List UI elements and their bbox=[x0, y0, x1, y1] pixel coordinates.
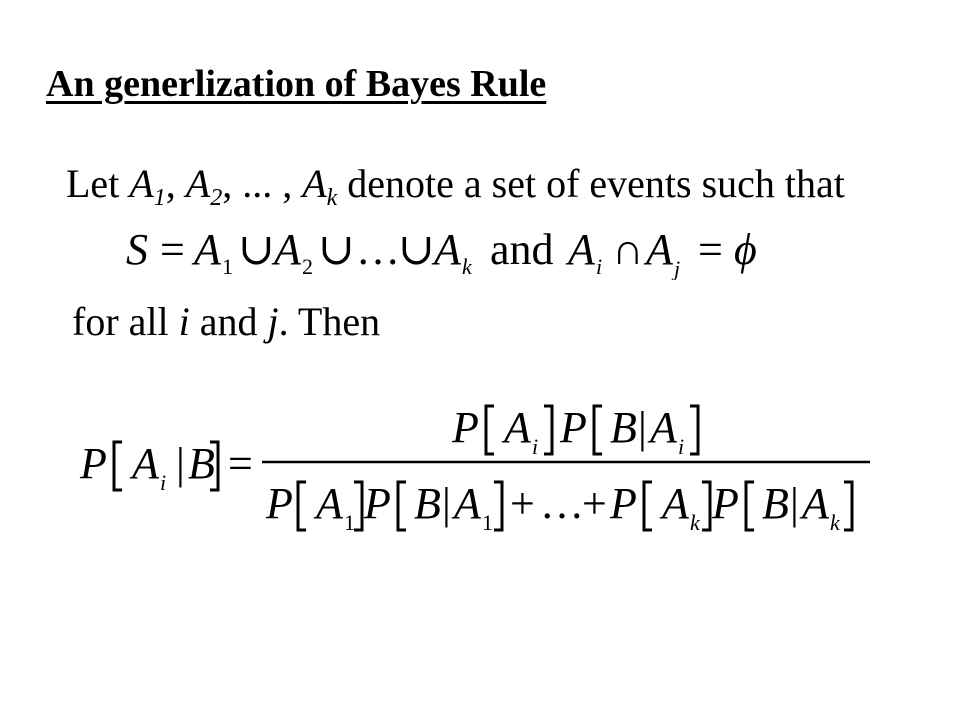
svg-text:B: B bbox=[610, 403, 637, 452]
den-bracket-3-right bbox=[702, 482, 710, 530]
eq-a1: A bbox=[194, 225, 221, 274]
num-bracket-1-left bbox=[486, 406, 494, 454]
eq-equals: = bbox=[160, 225, 185, 274]
svg-text:|: | bbox=[790, 479, 799, 528]
comma: , bbox=[165, 161, 176, 206]
svg-text:1: 1 bbox=[222, 254, 233, 279]
bayes-formula bbox=[70, 390, 890, 550]
svg-text:k: k bbox=[690, 510, 700, 535]
den-bracket-2-right bbox=[494, 482, 502, 530]
lhs-p: P bbox=[80, 439, 107, 488]
lhs-a: A bbox=[132, 439, 159, 488]
event-a1: $A_1$ bbox=[129, 161, 166, 211]
svg-text:A: A bbox=[316, 479, 343, 528]
eq-ak: A bbox=[434, 225, 461, 274]
forall-text: for all bbox=[72, 299, 169, 344]
svg-text:A: A bbox=[454, 479, 481, 528]
den-bracket-3-left bbox=[644, 482, 652, 530]
index-j: j bbox=[267, 299, 279, 344]
svg-text:k: k bbox=[830, 510, 840, 535]
svg-text:A: A bbox=[662, 479, 689, 528]
svg-text:i: i bbox=[532, 434, 539, 459]
intro-rest: denote a set of events such that bbox=[347, 161, 845, 206]
den-plus-2: + bbox=[582, 479, 607, 528]
den-bracket-4-right bbox=[844, 482, 852, 530]
svg-text:i: i bbox=[160, 470, 167, 495]
svg-text:P: P bbox=[266, 479, 293, 528]
lhs-equals: = bbox=[228, 439, 253, 488]
svg-text:P: P bbox=[712, 479, 739, 528]
forall-line bbox=[72, 298, 380, 345]
eq-union-3: ∪ bbox=[398, 225, 435, 274]
eq-equals-2: = bbox=[698, 225, 723, 274]
intro-line bbox=[66, 160, 845, 211]
eq-dots: … bbox=[356, 225, 400, 274]
eq-union-1: ∪ bbox=[238, 225, 275, 274]
eq-and: and bbox=[490, 225, 554, 274]
svg-text:i: i bbox=[678, 434, 685, 459]
then-text: . Then bbox=[278, 299, 381, 344]
den-bracket-4-left bbox=[746, 482, 754, 530]
num-bracket-1-right bbox=[544, 406, 552, 454]
eq-s: S bbox=[126, 225, 148, 274]
svg-text:P: P bbox=[610, 479, 637, 528]
lhs-left-bracket bbox=[114, 442, 122, 490]
let-word: Let bbox=[66, 161, 120, 206]
eq-aj: A bbox=[646, 225, 673, 274]
svg-text:A: A bbox=[650, 403, 677, 452]
event-a2: $A_2$ bbox=[185, 161, 223, 211]
svg-text:k: k bbox=[462, 254, 472, 279]
lhs-b: B bbox=[188, 439, 215, 488]
svg-text:B: B bbox=[414, 479, 441, 528]
svg-text:1: 1 bbox=[344, 510, 355, 535]
svg-text:P: P bbox=[560, 403, 587, 452]
svg-text:1: 1 bbox=[482, 510, 493, 535]
lhs-bar: | bbox=[176, 439, 185, 488]
index-i: i bbox=[178, 299, 190, 344]
den-bracket-1-right bbox=[354, 482, 362, 530]
den-bracket-1-left bbox=[298, 482, 306, 530]
and-word: and bbox=[199, 299, 258, 344]
partition-equation bbox=[120, 220, 800, 280]
svg-text:i: i bbox=[596, 254, 603, 279]
den-dots: … bbox=[540, 479, 584, 528]
den-plus-1: + bbox=[510, 479, 535, 528]
svg-text:j: j bbox=[674, 256, 681, 280]
event-ak: $A_k$ bbox=[302, 161, 338, 211]
svg-text:B: B bbox=[762, 479, 789, 528]
eq-union-2: ∪ bbox=[318, 225, 355, 274]
num-bracket-2-left bbox=[594, 406, 602, 454]
ellipsis: , ... , bbox=[222, 161, 293, 206]
svg-text:A: A bbox=[802, 479, 829, 528]
svg-text:|: | bbox=[638, 403, 647, 452]
eq-intersect: ∩ bbox=[612, 225, 644, 274]
eq-a2: A bbox=[274, 225, 301, 274]
eq-phi: ϕ bbox=[734, 225, 757, 274]
svg-text:|: | bbox=[442, 479, 451, 528]
den-bracket-2-left bbox=[398, 482, 406, 530]
eq-ai: A bbox=[568, 225, 595, 274]
num-bracket-2-right bbox=[690, 406, 698, 454]
svg-text:2: 2 bbox=[302, 254, 313, 279]
svg-text:P: P bbox=[452, 403, 479, 452]
slide-title: An generlization of Bayes Rule bbox=[46, 63, 547, 105]
svg-text:A: A bbox=[504, 403, 531, 452]
svg-text:P: P bbox=[364, 479, 391, 528]
